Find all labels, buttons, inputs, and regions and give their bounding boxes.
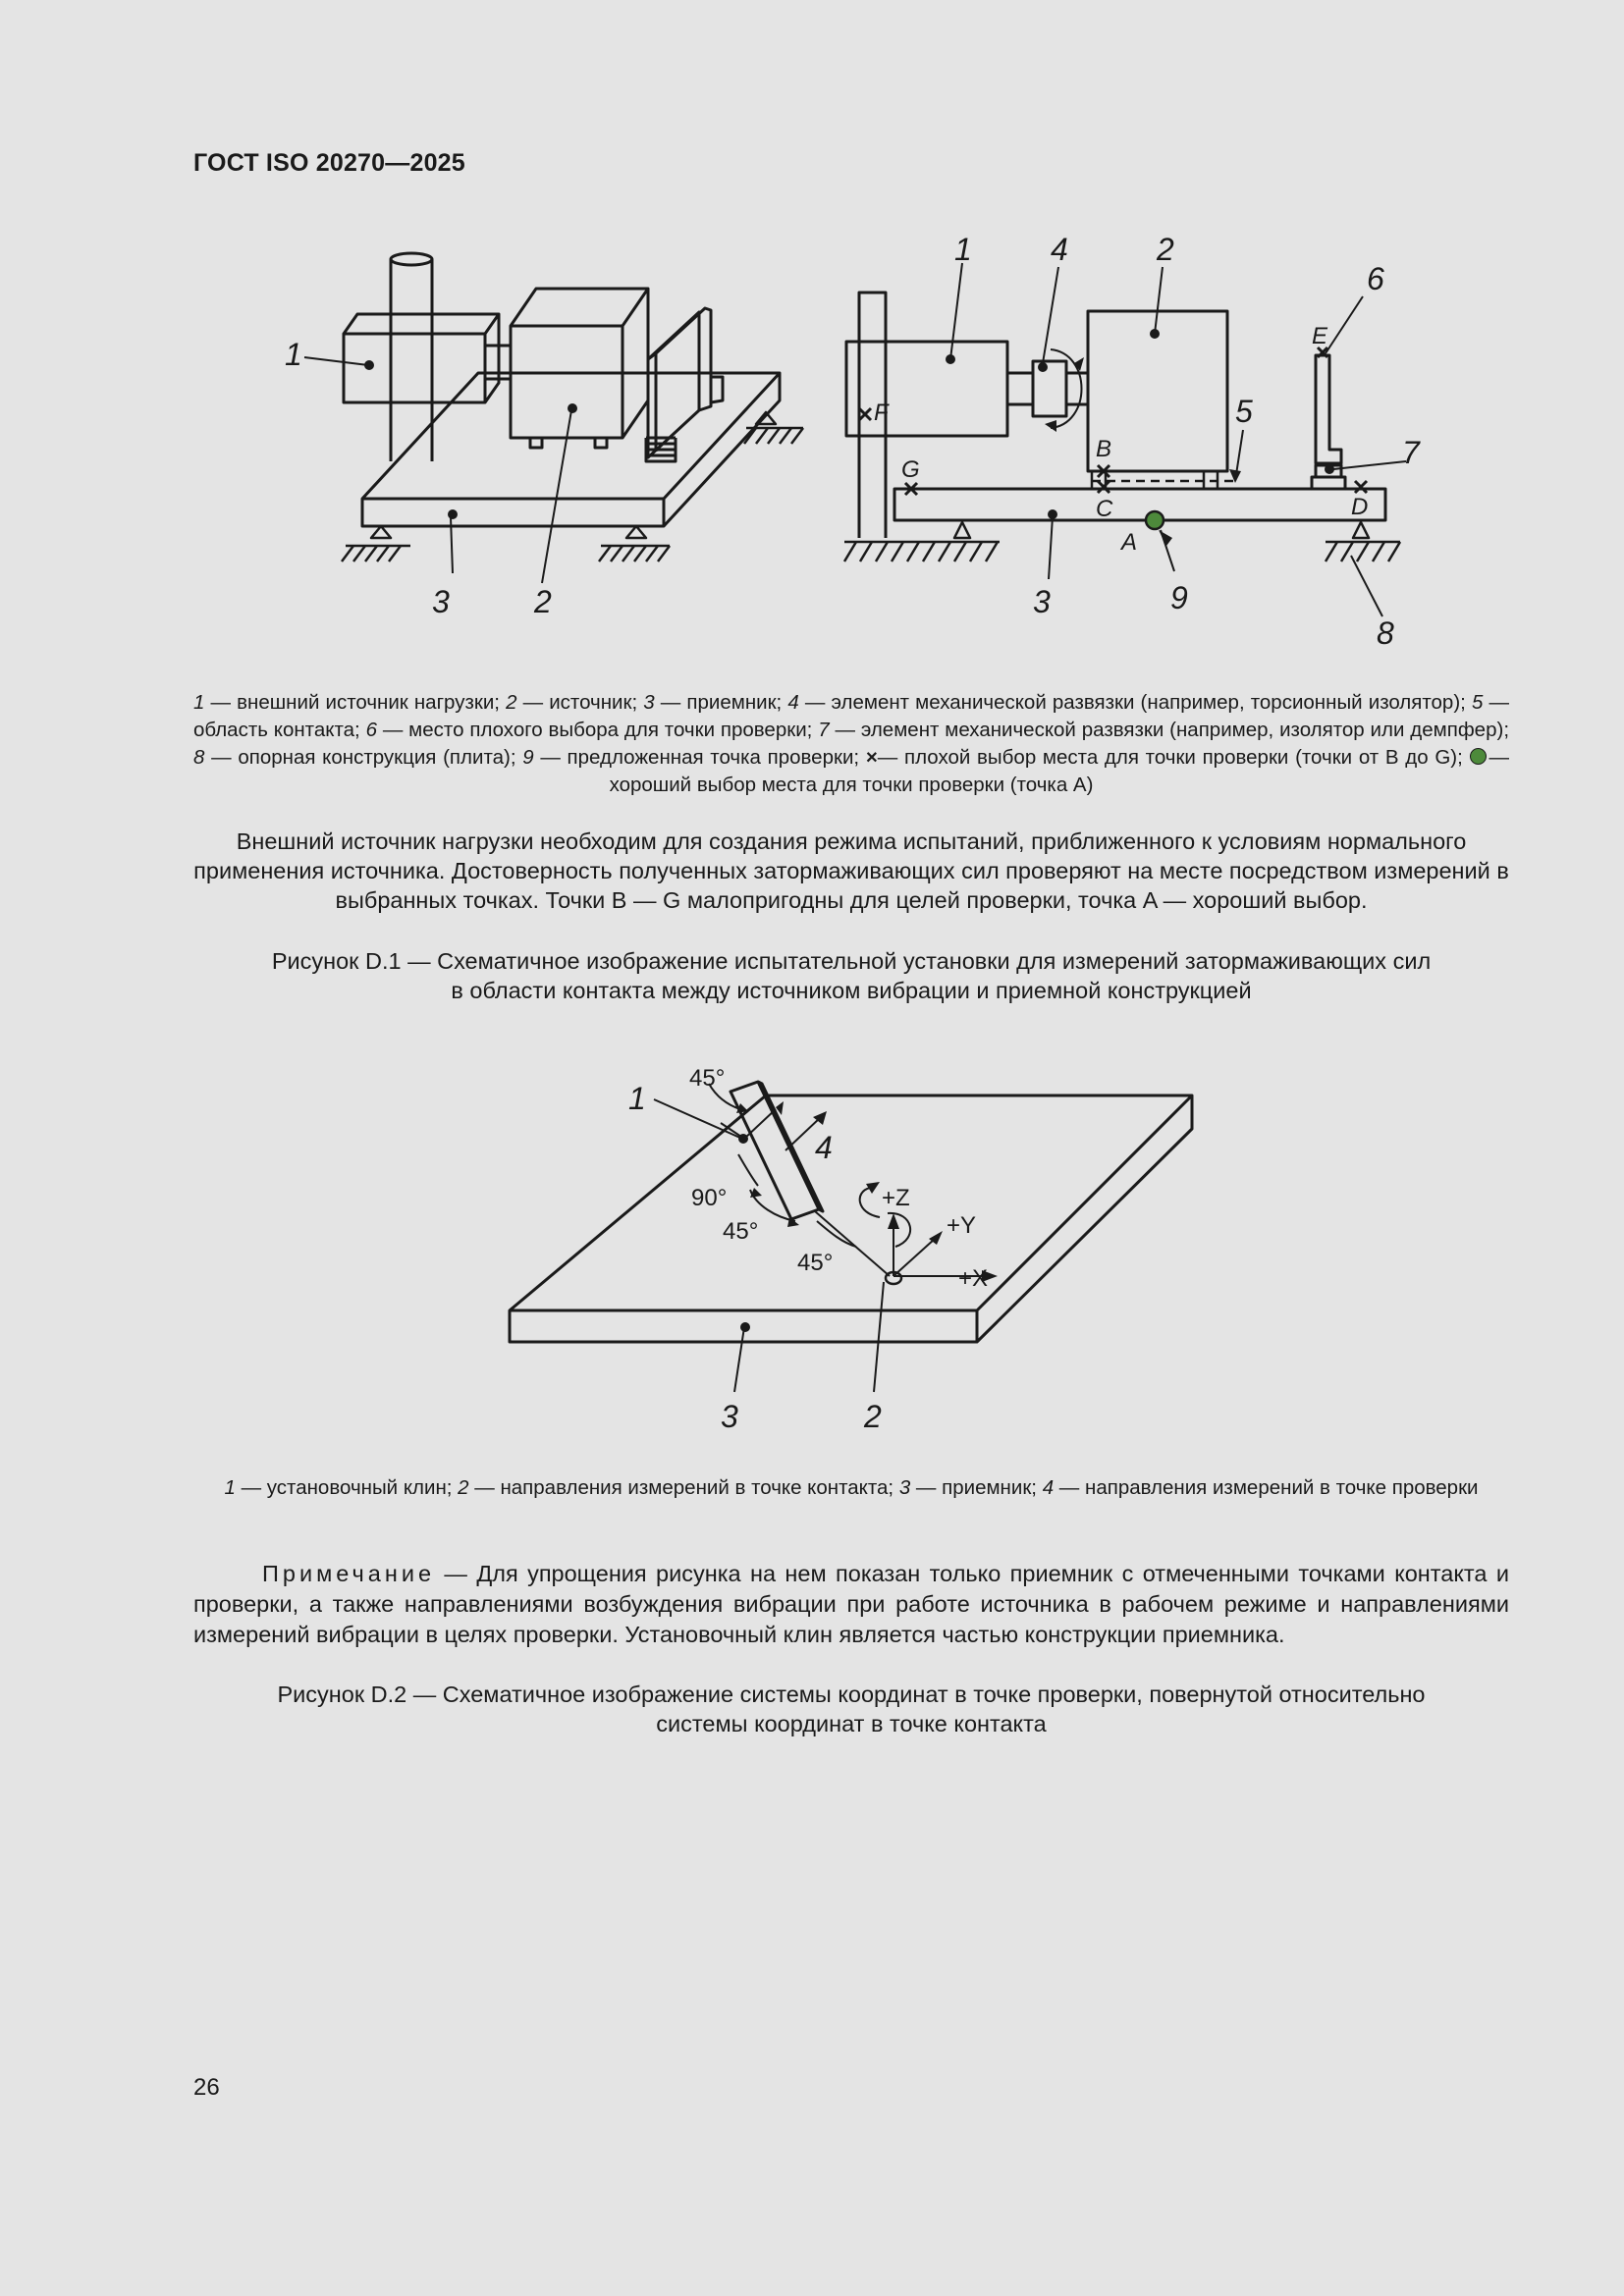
figure-d1-caption-line2: в области контакта между источником вибрации и приемной конструкцией — [451, 978, 1252, 1003]
point-f: F — [874, 400, 889, 426]
legend1-text-1: — внешний источник нагрузки; — [204, 691, 507, 714]
right-label-2: 2 — [1157, 232, 1174, 267]
right-label-3: 3 — [1033, 584, 1051, 619]
legend1-text-4: — элемент механической развязки (например, торсионный изолятор); — [798, 691, 1472, 714]
document-header: ГОСТ ISO 20270—2025 — [193, 149, 465, 177]
receiver-plate — [510, 1095, 1192, 1342]
point-a: A — [1121, 529, 1138, 556]
angle-45-top: 45° — [689, 1065, 726, 1092]
figure-d1-description: Внешний источник нагрузки необходим для создания режима испытаний, приближенного к условиям нормального применения источника. Достоверность полученных затормаживающих сил проверяют на месте посредством измерений в выбранных точках. Точки B — G малопригодны для целей проверки, точка A — хороший выбор. — [193, 828, 1509, 913]
angle-45-mid: 45° — [723, 1218, 759, 1245]
point-e: E — [1312, 323, 1328, 349]
figure-d2-caption-line2: системы координат в точке контакта — [656, 1711, 1047, 1736]
angle-90: 90° — [691, 1185, 728, 1211]
right-label-7: 7 — [1402, 435, 1420, 470]
figure-d2-caption-line1: Рисунок D.2 — Схематичное изображение системы координат в точке проверки, повернутой относительно — [277, 1682, 1426, 1707]
right-label-4: 4 — [1051, 232, 1068, 267]
figure-d2-caption — [193, 1680, 1509, 1738]
legend1-num-8: 8 — [193, 746, 205, 769]
legend1-good-text: — хороший выбор места для точки проверки (точка А) — [609, 746, 1509, 796]
legend2-text-2: — направления измерений в точке контакта; — [468, 1476, 899, 1499]
legend1-num-5: 5 — [1471, 691, 1484, 714]
legend1-text-3: — приемник; — [654, 691, 788, 714]
d2-label-1: 1 — [628, 1081, 646, 1116]
left-label-3: 3 — [432, 584, 450, 619]
right-label-9: 9 — [1170, 580, 1188, 615]
right-label-1: 1 — [954, 232, 972, 267]
figure-d2-legend — [193, 1474, 1509, 1502]
legend1-bad-text: — плохой выбор места для точки проверки (точки от В до G); — [877, 746, 1470, 769]
legend2-text-3: — приемник; — [910, 1476, 1043, 1499]
legend1-num-4: 4 — [787, 691, 799, 714]
right-label-5: 5 — [1235, 394, 1253, 429]
point-g: G — [901, 456, 920, 483]
d2-label-3: 3 — [721, 1399, 738, 1434]
axis-x-label: +X — [958, 1265, 989, 1292]
right-label-6: 6 — [1367, 261, 1384, 296]
legend1-text-9: — предложенная точка проверки; — [533, 746, 866, 769]
legend2-num-4: 4 — [1042, 1476, 1055, 1499]
legend1-text-2: — источник; — [516, 691, 644, 714]
point-c: C — [1096, 496, 1113, 522]
right-label-8: 8 — [1377, 615, 1394, 651]
d2-label-4: 4 — [815, 1130, 833, 1165]
legend2-num-3: 3 — [898, 1476, 911, 1499]
legend1-text-8: — опорная конструкция (плита); — [204, 746, 523, 769]
legend1-num-3: 3 — [643, 691, 655, 714]
legend1-num-7: 7 — [818, 719, 830, 741]
legend2-num-1: 1 — [224, 1476, 236, 1499]
legend2-text-4: — направления измерений в точке проверки — [1054, 1476, 1479, 1499]
legend1-text-5: — область контакта; — [193, 691, 1509, 741]
point-d: D — [1351, 494, 1369, 520]
legend1-text-7: — элемент механической развязки (например, изолятор или демпфер); — [829, 719, 1510, 741]
legend1-text-6: — место плохого выбора для точки проверки; — [376, 719, 819, 741]
legend2-num-2: 2 — [458, 1476, 469, 1499]
check-arrow-heads — [776, 1101, 827, 1125]
d2-label-2: 2 — [864, 1399, 882, 1434]
axis-y-label: +Y — [947, 1212, 977, 1239]
check-arrows — [721, 1109, 821, 1150]
point-b: B — [1096, 436, 1112, 462]
angle-45-low: 45° — [797, 1250, 834, 1276]
axis-z-label: +Z — [882, 1185, 910, 1211]
legend2-text-1: — установочный клин; — [235, 1476, 459, 1499]
legend1-num-9: 9 — [522, 746, 534, 769]
note-text: — Для упрощения рисунка на нем показан только приемник с отмеченными точками контакта и проверки, а также направлениями возбуждения вибрации при работе источника в рабочем режиме и направлениями измерений вибрации в целях проверки. Установочный клин является частью конструкции приемника. — [193, 1561, 1509, 1647]
figure-d2-note — [193, 1559, 1509, 1650]
legend1-num-6: 6 — [365, 719, 377, 741]
bad-point-symbol: × — [865, 746, 878, 769]
d2-dot-3 — [742, 1324, 749, 1331]
left-label-1: 1 — [285, 337, 302, 372]
setup-wedge — [731, 1082, 823, 1219]
legend1-num-2: 2 — [506, 691, 517, 714]
figure-d1-caption-line1: Рисунок D.1 — Схематичное изображение испытательной установки для измерений затормаживающих сил — [271, 948, 1432, 974]
legend1-num-1: 1 — [193, 691, 205, 714]
left-label-2: 2 — [534, 584, 552, 619]
page-number: 26 — [193, 2074, 220, 2101]
note-label: Примечание — [262, 1561, 436, 1586]
